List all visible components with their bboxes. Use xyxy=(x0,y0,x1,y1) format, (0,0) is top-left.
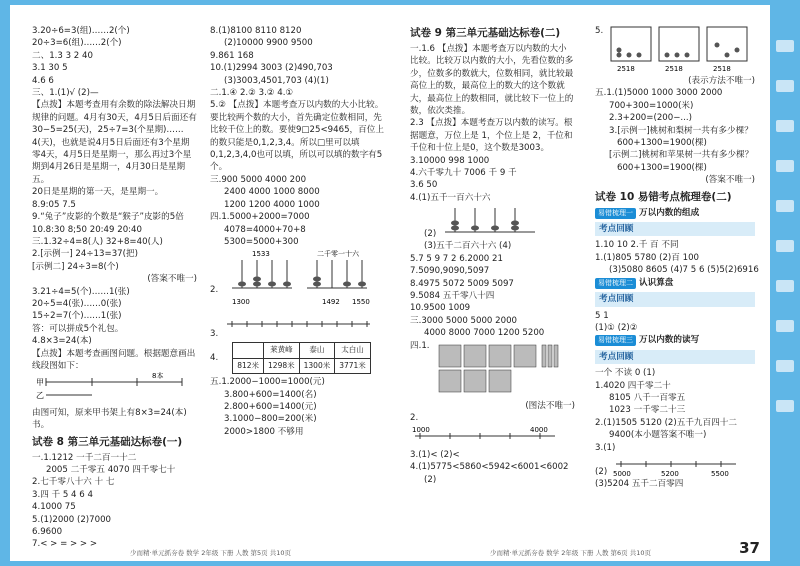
c1-line: 8.9:05 7.5 xyxy=(32,199,76,210)
number-line-figure xyxy=(222,296,372,340)
c1-line: 6.9600 xyxy=(32,527,63,538)
c4-line: 1023 一千零二十三 xyxy=(609,405,686,416)
c4-line: (表示方法不唯一) xyxy=(688,76,755,86)
c2-line: 四.1.5000+2000=7000 xyxy=(210,212,310,223)
c1-line: 一.1.1212 一千二百一十二 xyxy=(32,452,137,463)
c4-line: 600+1300=1900(棵) xyxy=(617,138,707,149)
c3-line: 3.(1)< (2)< xyxy=(410,449,460,460)
c2-line: 1200 1200 4000 1000 xyxy=(224,199,320,210)
column-3 xyxy=(410,25,575,486)
c4-line: [示例二]桃树和苹果树一共有多少棵？ xyxy=(609,150,754,161)
c3-line: 10.9500 1009 xyxy=(410,303,471,314)
c3-line: 8.4975 5072 5009 5097 xyxy=(410,278,514,289)
c1-line: 三.1.32÷4=8(人) 32+8=40(人) xyxy=(32,236,163,247)
c2-line: 3.1000−800=200(米) xyxy=(224,414,317,425)
c3-line: 9.5084 五千零八十四 xyxy=(410,290,495,301)
c4-line: 5 1 xyxy=(595,310,609,321)
column-4 xyxy=(595,25,759,490)
c1-line: 3.20÷6=3(组)……2(个) xyxy=(32,26,130,36)
blocks-figure xyxy=(434,340,574,400)
number-line-3 xyxy=(410,424,560,444)
c1-line: 20÷5=4(张)……0(张) xyxy=(32,298,122,309)
c2-line: 二.1.④ 2.② 3.② 4.① xyxy=(210,88,294,99)
svg-text:2518: 2518 xyxy=(617,65,636,73)
tag-3: 易错梳理三 xyxy=(595,335,636,346)
topic-3: 易错梳理三 万以内数的读写 xyxy=(595,334,755,346)
c4-line: (3)5080 8605 (4)7 5 6 (5)5(2)6916 xyxy=(609,265,759,276)
c3-line: 四.1. xyxy=(410,340,430,351)
c3-line: 4.(1)五千一百六十六 xyxy=(410,192,491,203)
svg-text:5000: 5000 xyxy=(613,469,632,478)
c2-tip: 5.② 【点拨】本题考查万以内数的大小比较。要比较两个数的大小，首先确定位数相同，先比较千位上的数。要使9□25<9465，百位上的数只能是0,1,2,3,4。所以□里可以填0,1,2,3,4,0也可以填，所以可以填的数字有5个。 xyxy=(210,100,384,173)
c1-line: 10.8:30 8;50 20:49 20:40 xyxy=(32,224,142,235)
edge-tab xyxy=(776,40,794,52)
c2-line: 4078=4000+70+8 xyxy=(224,224,306,235)
c4-line: (2) xyxy=(595,466,608,477)
svg-text:1550: 1550 xyxy=(352,298,371,307)
total-label: 8本 xyxy=(152,372,164,381)
c4-line: 1.4020 四千零二十 xyxy=(595,380,671,391)
c3-line: 4.六千零九十 7006 千 9 千 xyxy=(410,168,517,179)
c1-line: 二、1.3 3 2 40 xyxy=(32,50,93,61)
topic-2: 易错梳理二 认识算盘 xyxy=(595,277,755,289)
c2-line: 5300=5000+300 xyxy=(224,236,299,247)
numline-row-4 xyxy=(595,454,755,478)
c3-line: 2. xyxy=(410,412,419,423)
c1-line: 9.“兔子”皮影的个数是“猴子”皮影的5倍 xyxy=(32,212,184,223)
yi-label: 乙 xyxy=(36,391,44,401)
c4-line: 5. xyxy=(595,26,604,36)
kp-1: 考点回顾 xyxy=(595,222,755,236)
c4-line: 9400(本小题答案不唯一) xyxy=(609,430,707,441)
c2-line: 2000>1800 不够用 xyxy=(224,426,304,437)
c2-line: 三.900 5000 4000 200 xyxy=(210,174,307,185)
exam9-title: 试卷 9 第三单元基础达标卷(二) xyxy=(410,27,561,39)
svg-text:4000: 4000 xyxy=(530,426,548,435)
number-line-4 xyxy=(611,454,741,478)
c3-line: 3.10000 998 1000 xyxy=(410,155,490,166)
svg-text:5200: 5200 xyxy=(661,469,680,478)
c4-line: 1.(1)805 5780 (2)百 100 xyxy=(595,252,700,263)
column-2 xyxy=(210,25,385,438)
svg-text:1300: 1300 xyxy=(232,298,251,307)
c4-line: 600+1300=1900(棵) xyxy=(617,162,707,173)
c1-line: 由图可知，原来甲书架上有8×3=24(本)书。 xyxy=(32,407,187,431)
c1-line: 7.< > = > > > xyxy=(32,539,98,550)
c1-line: 4.6 6 xyxy=(32,75,54,86)
page-number: 37 xyxy=(739,539,760,557)
c1-line: 4.8×3=24(本) xyxy=(32,336,92,347)
c3-tip: 一.1.6 【点拨】本题考查万以内数的大小比较。比较万以内数的大小，先看位数的多少，位数多的数就大，位数相同，就比较最高位上的数，最高位上的数大的这个数就大，最高位上的数相同，就比较下一位上的数，依次类推。 xyxy=(410,44,574,117)
svg-text:2518: 2518 xyxy=(713,65,732,73)
blocks-row xyxy=(410,340,575,400)
c3-line: 5.7 5 9 7 2 6.2000 21 xyxy=(410,253,503,264)
c1-line: 3.21÷4=5(个)……1(张) xyxy=(32,286,130,297)
c2-line: 2.800+600=1400(元) xyxy=(224,401,317,412)
abacus-figure xyxy=(222,248,372,296)
c2-line: 2. xyxy=(210,284,219,295)
c2-line: (2)10000 9900 9500 xyxy=(224,38,313,49)
c1-line: 15÷2=7(个)……1(张) xyxy=(32,311,122,322)
edge-tab xyxy=(776,320,794,332)
exam8-title: 试卷 8 第三单元基础达标卷(一) xyxy=(32,435,183,448)
c1-line: 5.(1)2000 (2)7000 xyxy=(32,514,112,525)
svg-text:1492: 1492 xyxy=(322,298,341,307)
svg-text:2518: 2518 xyxy=(665,65,684,73)
abacus-figure-4 xyxy=(607,25,752,75)
c3-line: 三.3000 5000 5000 2000 xyxy=(410,315,518,326)
tag-1: 易错梳理一 xyxy=(595,208,636,219)
svg-text:1533: 1533 xyxy=(252,250,271,259)
svg-text:1000: 1000 xyxy=(412,426,430,435)
c3-line: (2) xyxy=(424,474,437,485)
c3-line: (3)五千二百六十六 (4) xyxy=(424,241,512,252)
c1-line: [示例二] 24÷3=8(个) xyxy=(32,261,119,272)
jia-label: 甲 xyxy=(36,378,44,388)
c1-line: 答：可以拼成5个礼包。 xyxy=(32,323,124,334)
c1-line: 20日是星期的第一天，是星期一。 xyxy=(32,187,164,198)
c4-line: 3.[示例一]桃树和梨树一共有多少棵？ xyxy=(609,125,753,136)
edge-tab xyxy=(776,80,794,92)
topic-1: 易错梳理一 万以内数的组成 xyxy=(595,207,755,219)
kp-3: 考点回顾 xyxy=(595,350,755,364)
c2-line: 五.1.2000−1000=1000(元) xyxy=(210,377,325,388)
c4-line: (1)① (2)② xyxy=(595,322,638,333)
edge-tab xyxy=(776,400,794,412)
edge-tab xyxy=(776,360,794,372)
edge-tab xyxy=(776,200,794,212)
c3-line: 3.6 50 xyxy=(410,180,438,191)
exam10-title: 试卷 10 易错考点梳理卷(二) xyxy=(595,190,732,203)
c2-line: 3.800+600=1400(名) xyxy=(224,389,317,400)
figure-note: (图法不唯一) xyxy=(525,400,575,411)
edge-tab xyxy=(776,280,794,292)
c3-tip: 2.3 【点拨】本题考查万以内数的读写。根据题意，万位上是 1，个位上是 2，千位和千位和十位上是0，这个数是3003。 xyxy=(410,118,573,154)
edge-tab xyxy=(776,240,794,252)
svg-text:二千零一十六: 二千零一十六 xyxy=(317,250,360,259)
c1-line: 3.四 千 5 4 6 4 xyxy=(32,489,93,500)
c1-line: 3.1 30 5 xyxy=(32,63,68,74)
c2-line: 9.861 168 xyxy=(210,50,254,61)
page-edge xyxy=(770,0,800,566)
numline-row xyxy=(210,296,385,340)
c3-line: 7.5090,9090,5097 xyxy=(410,266,490,277)
footer-right: 少而精·单元抓夯卷 数学 2年级 下册 人教 第6页 共10页 xyxy=(490,549,652,557)
column-1 xyxy=(32,25,197,551)
edge-tab xyxy=(776,160,794,172)
c4-line: (3)5204 五千二百零四 xyxy=(595,478,684,489)
c4-line: 一个 不读 0 (1) xyxy=(595,368,656,379)
table-row-wrap xyxy=(210,340,385,376)
c2-line: 4. xyxy=(210,353,219,364)
c1-tip: 【点拨】本题考查用有余数的除法解决日期规律的问题。4月有30天，4月5日后面还有30−5=25(天)，25÷7=3(个星期)……4(天)，也就是说4月5日后面还有3个星期零4天，4月5日是星期一，那么再过3个星期到4月26日是星期一，4月30日是星期五。 xyxy=(32,100,197,185)
c4-line: 1.10 10 2.千 百 不同 xyxy=(595,240,679,251)
tag-2: 易错梳理二 xyxy=(595,278,636,289)
c1-line: 2.[示例一] 24÷13=37(把) xyxy=(32,249,138,260)
edge-tab xyxy=(776,120,794,132)
c2-line: 10.(1)2994 3003 (2)490,703 xyxy=(210,63,333,74)
c4-line: 五.1.(1)5000 1000 3000 2000 xyxy=(595,88,723,99)
c4-line: 700+300=1000(米) xyxy=(609,100,694,111)
abacus-row xyxy=(210,248,385,296)
mountain-table: 莱黄峰 泰山 太白山 812米 1298米 1300米 3771米 xyxy=(232,342,371,374)
c1-tip: 【点拨】本题考查画图问题。根据题意画出线段图如下： xyxy=(32,348,196,371)
abacus-row-4 xyxy=(595,25,755,75)
svg-text:5500: 5500 xyxy=(711,469,730,478)
c1-line: 4.1000 75 xyxy=(32,502,76,513)
answer-page xyxy=(10,5,770,561)
c4-line: 8105 八千一百零五 xyxy=(609,392,686,403)
segment-diagram xyxy=(32,372,192,402)
c3-line: (2) xyxy=(424,228,437,239)
c1-line: 2.七千零八十六 十 七 xyxy=(32,477,115,488)
c2-line: (3)3003,4501,703 (4)(1) xyxy=(224,75,329,86)
c4-line: 2.(1)1505 5120 (2)五千九百四十二 xyxy=(595,417,737,428)
c3-line: 4.(1)5775<5860<5942<6001<6002 xyxy=(410,462,569,473)
c1-line: 2005 二千零五 4070 四千零七十 xyxy=(46,465,176,475)
c2-line: 2400 4000 1000 8000 xyxy=(224,187,320,198)
c4-line: (答案不唯一) xyxy=(705,175,755,186)
c1-line: (答案不唯一) xyxy=(147,274,197,285)
abacus-row-3 xyxy=(410,204,575,240)
c3-line: 4000 8000 7000 1200 5200 xyxy=(424,328,545,339)
abacus-figure-3 xyxy=(440,204,540,240)
c4-line: 3.(1) xyxy=(595,442,616,453)
c1-line: 三、1.(1)√ (2)— xyxy=(32,88,99,99)
c4-line: 2.3+200=(200−...) xyxy=(609,113,692,124)
footer-left: 少而精·单元抓夯卷 数学 2年级 下册 人教 第5页 共10页 xyxy=(130,549,292,557)
c2-line: 8.(1)8100 8110 8120 xyxy=(210,26,302,36)
c1-line: 20÷3=6(组)……2(个) xyxy=(32,38,122,49)
c2-line: 3. xyxy=(210,328,219,339)
kp-2: 考点回顾 xyxy=(595,292,755,306)
